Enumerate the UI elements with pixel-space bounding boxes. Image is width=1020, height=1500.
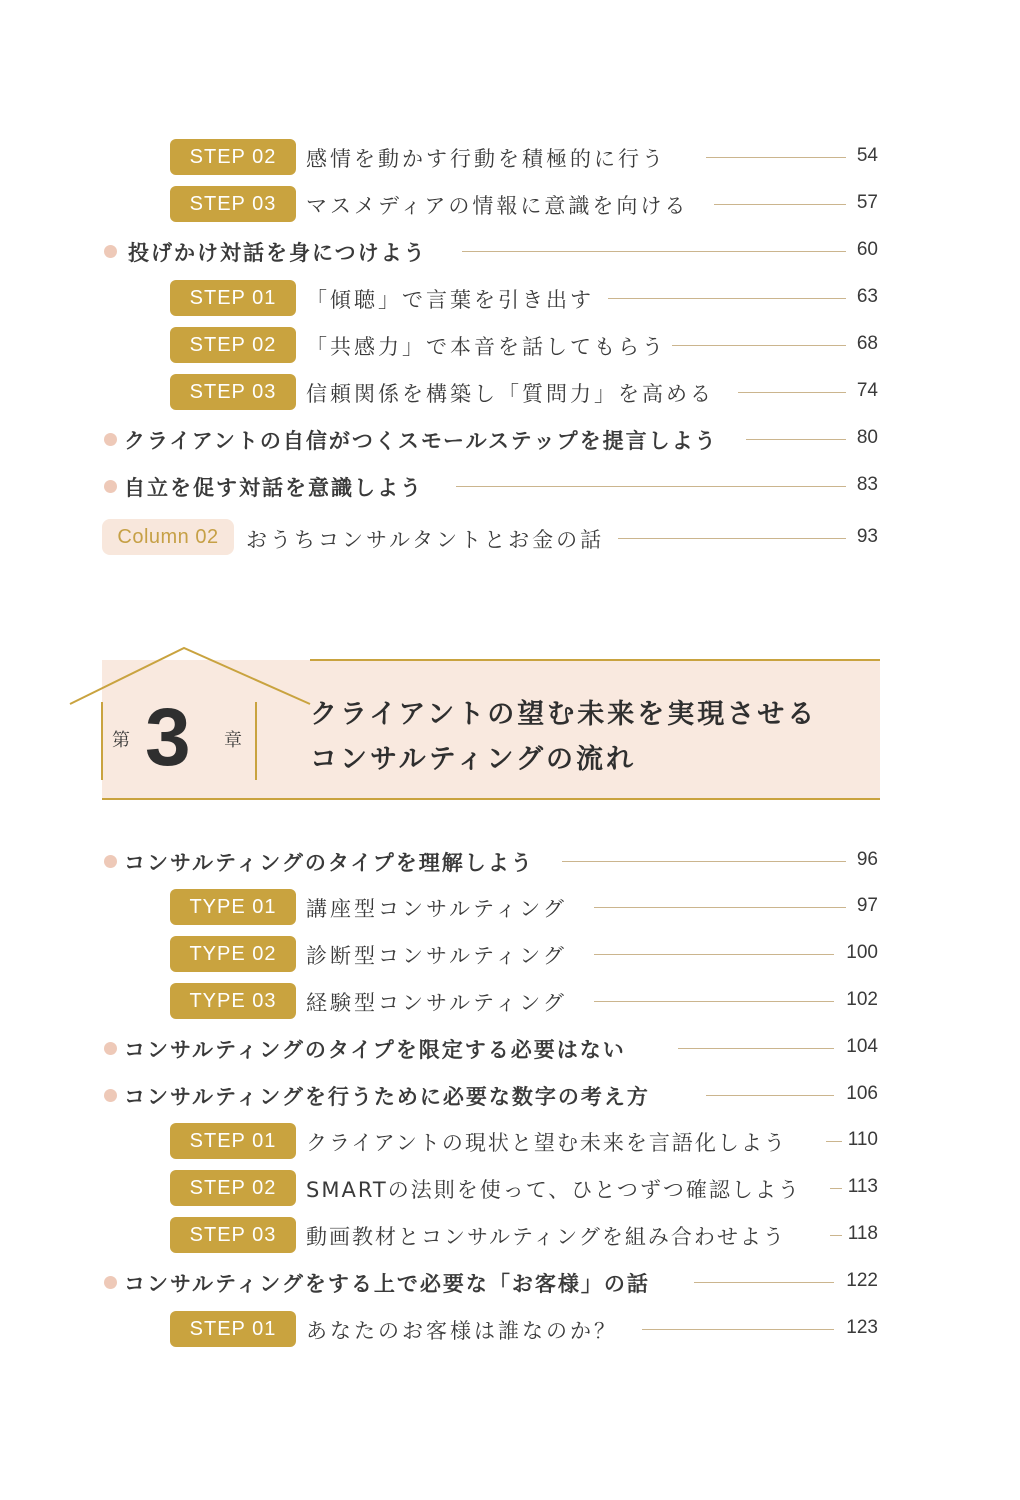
page-number: 113: [847, 1176, 878, 1197]
chapter-suffix: 章: [224, 730, 242, 751]
entry-text: 動画教材とコンサルティングを組み合わせよう: [306, 1225, 786, 1249]
section-bullet-icon: [104, 1089, 117, 1102]
section-bullet-icon: [104, 480, 117, 493]
page-number: 83: [856, 474, 878, 495]
leader-line: [462, 251, 846, 252]
section-title: コンサルティングを行うために必要な数字の考え方: [124, 1085, 650, 1109]
entry-text: 経験型コンサルティング: [306, 991, 567, 1015]
entry-text: 診断型コンサルティング: [306, 944, 567, 968]
type-badge: TYPE 03: [170, 983, 296, 1019]
leader-line: [456, 486, 846, 487]
chapter-number: 3: [145, 692, 191, 783]
chapter-top-rule: [310, 659, 880, 661]
step-badge: STEP 02: [170, 139, 296, 175]
entry-text: 「共感力」で本音を話してもらう: [306, 335, 666, 359]
page-number: 122: [846, 1270, 878, 1291]
page-number: 106: [846, 1083, 878, 1104]
leader-line: [594, 954, 834, 955]
page-number: 110: [847, 1129, 878, 1150]
entry-text: マスメディアの情報に意識を向ける: [306, 194, 689, 218]
page-number: 60: [856, 239, 878, 260]
page-number: 123: [846, 1317, 878, 1338]
entry-text: 信頼関係を構築し「質問力」を高める: [306, 382, 714, 406]
page-number: 54: [856, 145, 878, 166]
section-bullet-icon: [104, 1042, 117, 1055]
page-number: 74: [856, 380, 878, 401]
step-badge: STEP 01: [170, 1123, 296, 1159]
page-number: 68: [856, 333, 878, 354]
section-title: コンサルティングのタイプを限定する必要はない: [124, 1038, 626, 1062]
section-bullet-icon: [104, 855, 117, 868]
leader-line: [594, 1001, 834, 1002]
entry-text: クライアントの現状と望む未来を言語化しよう: [306, 1131, 787, 1155]
section-title: クライアントの自信がつくスモールステップを提言しよう: [124, 429, 718, 453]
section-title: 自立を促す対話を意識しよう: [124, 476, 423, 500]
type-badge: TYPE 02: [170, 936, 296, 972]
page-number: 63: [856, 286, 878, 307]
step-badge: STEP 03: [170, 374, 296, 410]
chapter-prefix: 第: [112, 730, 130, 751]
section-title: コンサルティングをする上で必要な「お客様」の話: [124, 1272, 650, 1296]
page-number: 118: [847, 1223, 878, 1244]
step-badge: STEP 02: [170, 1170, 296, 1206]
entry-text: おうちコンサルタントとお金の話: [246, 528, 605, 552]
entry-text: 「傾聴」で言葉を引き出す: [306, 288, 594, 312]
page-number: 93: [856, 526, 878, 547]
section-title: コンサルティングのタイプを理解しよう: [124, 851, 534, 875]
page-number: 80: [856, 427, 878, 448]
page-number: 104: [846, 1036, 878, 1057]
step-badge: STEP 02: [170, 327, 296, 363]
step-badge: STEP 01: [170, 1311, 296, 1347]
section-bullet-icon: [104, 433, 117, 446]
section-bullet-icon: [104, 1276, 117, 1289]
page-number: 96: [856, 849, 878, 870]
chapter-title-line2: コンサルティングの流れ: [310, 744, 636, 775]
section-bullet-icon: [104, 245, 117, 258]
entry-text: あなたのお客様は誰なのか？: [306, 1319, 618, 1343]
chapter-bottom-rule: [102, 798, 880, 800]
page-number: 97: [856, 895, 878, 916]
entry-text: 感情を動かす行動を積極的に行う: [306, 147, 666, 171]
chapter-title-line1: クライアントの望む未来を実現させる: [310, 699, 818, 730]
type-badge: TYPE 01: [170, 889, 296, 925]
column-badge: Column 02: [102, 519, 234, 555]
page-number: 100: [846, 942, 878, 963]
step-badge: STEP 03: [170, 186, 296, 222]
page-number: 102: [846, 989, 878, 1010]
entry-text: 講座型コンサルティング: [306, 897, 567, 921]
entry-text: SMARTの法則を使って、ひとつずつ確認しよう: [306, 1178, 801, 1202]
page-number: 57: [856, 192, 878, 213]
step-badge: STEP 01: [170, 280, 296, 316]
step-badge: STEP 03: [170, 1217, 296, 1253]
section-title: 投げかけ対話を身につけよう: [128, 241, 427, 265]
